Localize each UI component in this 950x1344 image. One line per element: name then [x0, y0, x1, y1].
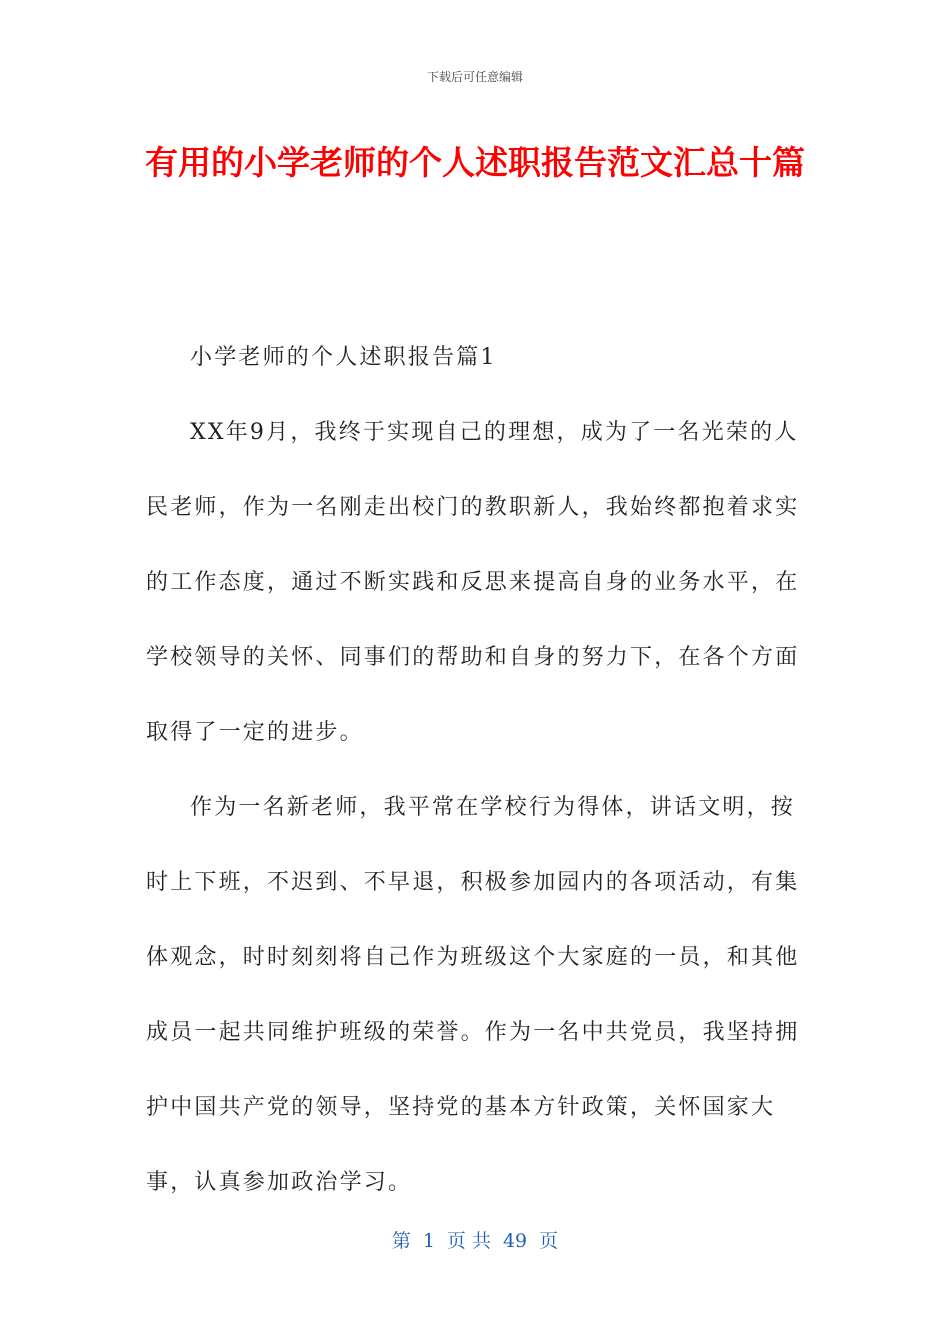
footer-suffix: 页 — [539, 1230, 559, 1252]
page-footer — [0, 1226, 950, 1253]
document-body — [146, 320, 806, 1220]
paragraph: XX年9月，我终于实现自己的理想，成为了一名光荣的人民老师，作为一名刚走出校门的教职新人，我始终都抱着求实的工作态度，通过不断实践和反思来提高自身的业务水平，在学校领导的关怀、同事们的帮助和自身的努力下，在各个方面取得了一定的进步。 — [146, 420, 800, 745]
total-page-count: 49 — [502, 1230, 528, 1252]
section-heading: 小学老师的个人述职报告篇1 — [190, 345, 497, 370]
footer-prefix: 第 — [391, 1230, 411, 1252]
header-note: 下载后可任意编辑 — [426, 70, 523, 84]
current-page-number: 1 — [422, 1230, 435, 1252]
document-title: 有用的小学老师的个人述职报告范文汇总十篇 — [145, 143, 805, 182]
paragraph: 作为一名新老师，我平常在学校行为得体，讲话文明，按时上下班，不迟到、不早退，积极参加园内的各项活动，有集体观念，时时刻刻将自己作为班级这个大家庭的一员，和其他成员一起共同维护班级的荣誉。作为一名中共党员，我坚持拥护中国共产党的领导，坚持党的基本方针政策，关怀国家大事，认真参加政治学习。 — [146, 795, 800, 1195]
footer-middle: 页 共 — [446, 1230, 491, 1252]
